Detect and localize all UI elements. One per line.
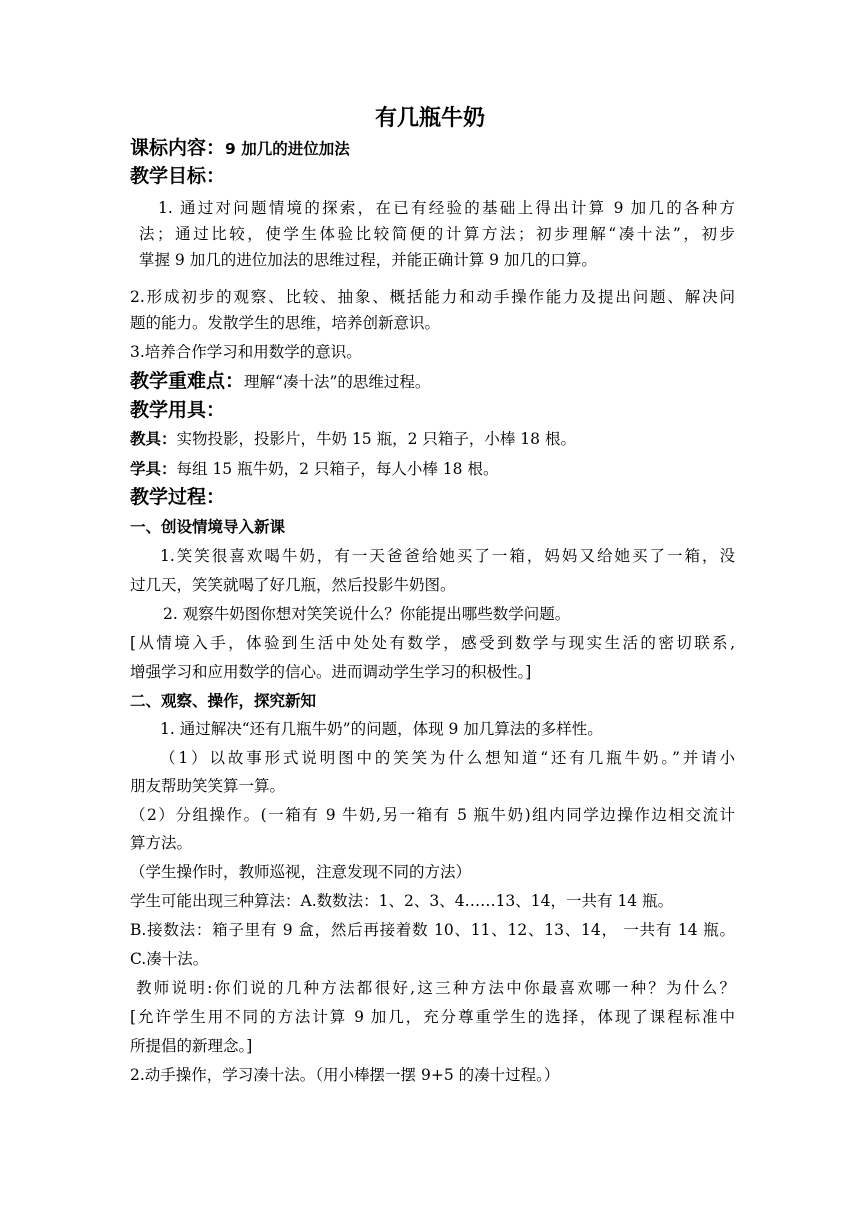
goal1-line1: 1. 通过对问题情境的探索，在已有经验的基础上得出计算 9 加几的各种方 <box>158 199 735 217</box>
section1-heading: 一、创设情境导入新课 <box>130 518 286 536</box>
s2-para5: 学生可能出现三种算法：A.数数法：1、2、3、4……13、14，一共有 14 瓶。 <box>130 892 674 910</box>
s1-para1-line1: 1.笑笑很喜欢喝牛奶，有一天爸爸给她买了一箱，妈妈又给她买了一箱，没 <box>160 547 735 565</box>
goals-heading: 教学目标： <box>130 165 226 187</box>
student-tools-label: 学具： <box>130 460 177 478</box>
goal1-line3: 掌握 9 加几的进位加法的思维过程，并能正确计算 9 加几的口算。 <box>139 251 597 269</box>
student-tools-line <box>130 456 735 482</box>
teacher-tools-label: 教具： <box>130 430 177 448</box>
s2-para2-line2: 朋友帮助笑笑算一算。 <box>130 777 286 795</box>
key-difficulty-value: 理解“凑十法”的思维过程。 <box>244 373 431 391</box>
s2-para1: 1. 通过解决“还有几瓶牛奶”的问题，体现 9 加几算法的多样性。 <box>160 720 603 738</box>
s2-para3-line1: （2）分组操作。(一箱有 9 牛奶,另一箱有 5 瓶牛奶)组内同学边操作边相交流计 <box>130 806 735 824</box>
s1-note-line2: 增强学习和应用数学的信心。进而调动学生学习的积极性。] <box>130 663 532 681</box>
student-tools-value: 每组 15 瓶牛奶，2 只箱子，每人小棒 18 根。 <box>176 460 499 478</box>
section2-heading: 二、观察、操作，探究新知 <box>130 692 317 710</box>
s2-para4: （学生操作时，教师巡视，注意发现不同的方法） <box>130 863 472 881</box>
teacher-tools-value: 实物投影，投影片，牛奶 15 瓶，2 只箱子，小棒 18 根。 <box>176 430 576 448</box>
curriculum-line <box>130 135 735 162</box>
s2-para8: 教师说明:你们说的几种方法都很好,这三种方法中你最喜欢哪一种？为什么？ <box>136 979 735 997</box>
process-heading: 教学过程： <box>130 486 226 508</box>
teacher-tools-line <box>130 426 735 452</box>
s2-para9: 2.动手操作，学习凑十法。（用小棒摆一摆 9+5 的凑十过程。） <box>130 1066 560 1084</box>
curriculum-value: 9 加几的进位加法 <box>225 140 350 158</box>
goal2-line1: 2.形成初步的观察、比较、抽象、概括能力和动手操作能力及提出问题、解决问 <box>130 288 735 306</box>
s2-para7: C.凑十法。 <box>130 950 209 968</box>
s1-note-line1: [从情境入手，体验到生活中处处有数学，感受到数学与现实生活的密切联系, <box>130 634 735 652</box>
goal3-line: 3.培养合作学习和用数学的意识。 <box>130 343 362 361</box>
s1-para2: 2. 观察牛奶图你想对笑笑说什么？你能提出哪些数学问题。 <box>163 605 571 623</box>
s2-para6: B.接数法：箱子里有 9 盒，然后再接着数 10、11、12、13、14， 一共有 14 瓶。 <box>130 921 735 939</box>
curriculum-label: 课标内容： <box>130 137 226 159</box>
goal1-line2: 法；通过比较，使学生体验比较简便的计算方法；初步理解“凑十法”，初步 <box>139 225 735 243</box>
key-difficulty-line <box>130 368 735 395</box>
goal2-line2: 题的能力。发散学生的思维，培养创新意识。 <box>130 314 441 332</box>
key-difficulty-label: 教学重难点： <box>130 370 245 392</box>
tools-heading: 教学用具： <box>130 399 226 421</box>
s2-note-line1: [允许学生用不同的方法计算 9 加几，充分尊重学生的选择，体现了课程标准中 <box>130 1008 735 1026</box>
s2-note-line2: 所提倡的新理念。] <box>130 1037 253 1055</box>
s2-para3-line2: 算方法。 <box>130 834 193 852</box>
document-title: 有几瓶牛奶 <box>374 106 485 131</box>
s2-para2-line1: （1）以故事形式说明图中的笑笑为什么想知道“还有几瓶牛奶。”并请小 <box>160 749 735 767</box>
s1-para1-line2: 过几天，笑笑就喝了好几瓶，然后投影牛奶图。 <box>130 576 456 594</box>
